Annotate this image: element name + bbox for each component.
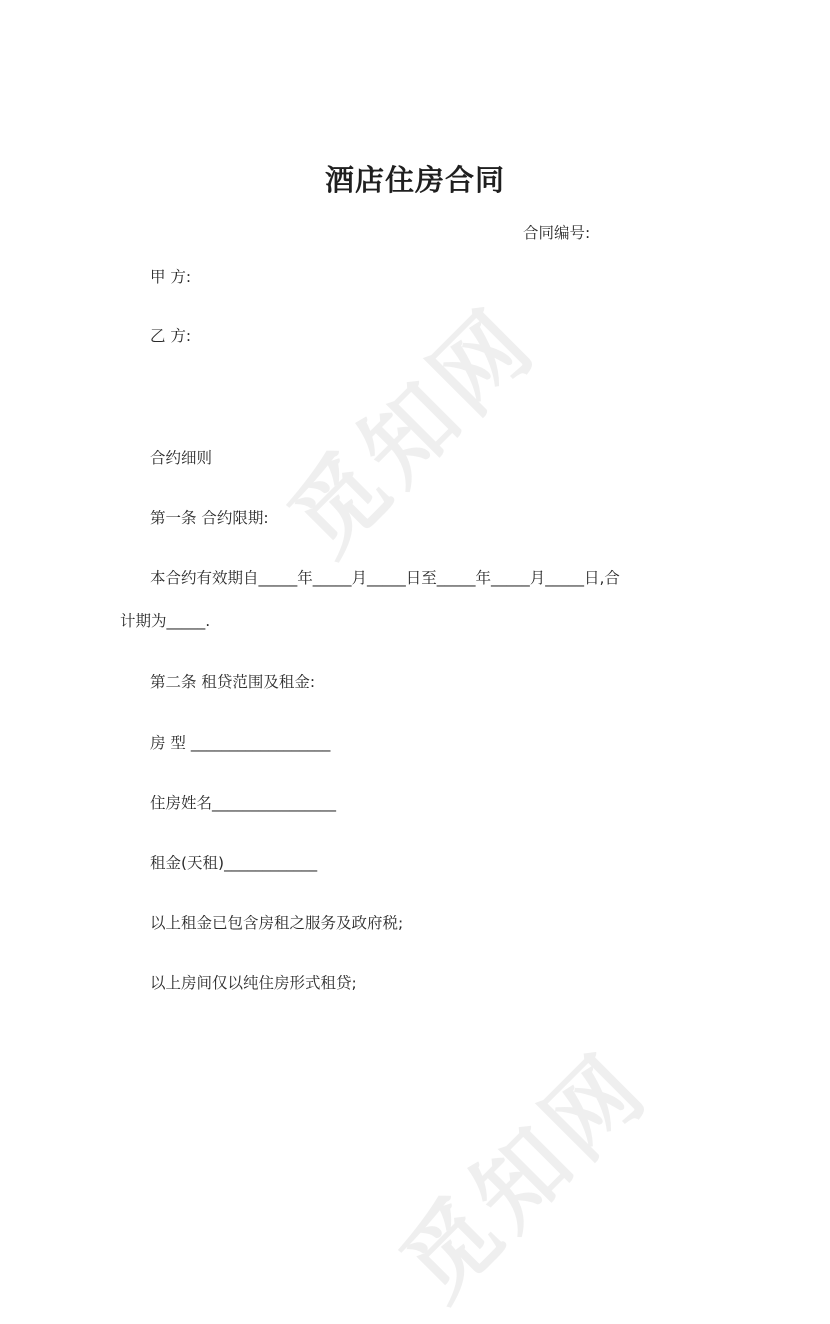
party-b-label: 乙 方: [150, 327, 192, 345]
article-1-title: 第一条 合约限期: [150, 509, 269, 527]
usage-note: 以上房间仅以纯住房形式租贷; [150, 974, 357, 992]
contract-number-label: 合同编号: [523, 224, 591, 242]
guest-name-field: 住房姓名________________ [150, 794, 337, 812]
room-type-field: 房 型 __________________ [150, 734, 331, 752]
party-a-label: 甲 方: [150, 268, 192, 286]
article-2-title: 第二条 租贷范围及租金: [150, 673, 316, 691]
daily-rent-field: 租金(天租)____________ [150, 854, 318, 872]
tax-note: 以上租金已包含房租之服务及政府税; [150, 914, 404, 932]
section-heading: 合约细则 [150, 449, 213, 467]
watermark: 觅知网 [381, 1032, 670, 1321]
document-title: 酒店住房合同 [324, 163, 505, 197]
article-1-text-line-1: 本合约有效期自_____年_____月_____日至_____年_____月_____日,合 [150, 569, 620, 587]
watermark: 觅知网 [269, 287, 558, 576]
article-1-text-line-2: 计期为_____. [120, 612, 211, 630]
